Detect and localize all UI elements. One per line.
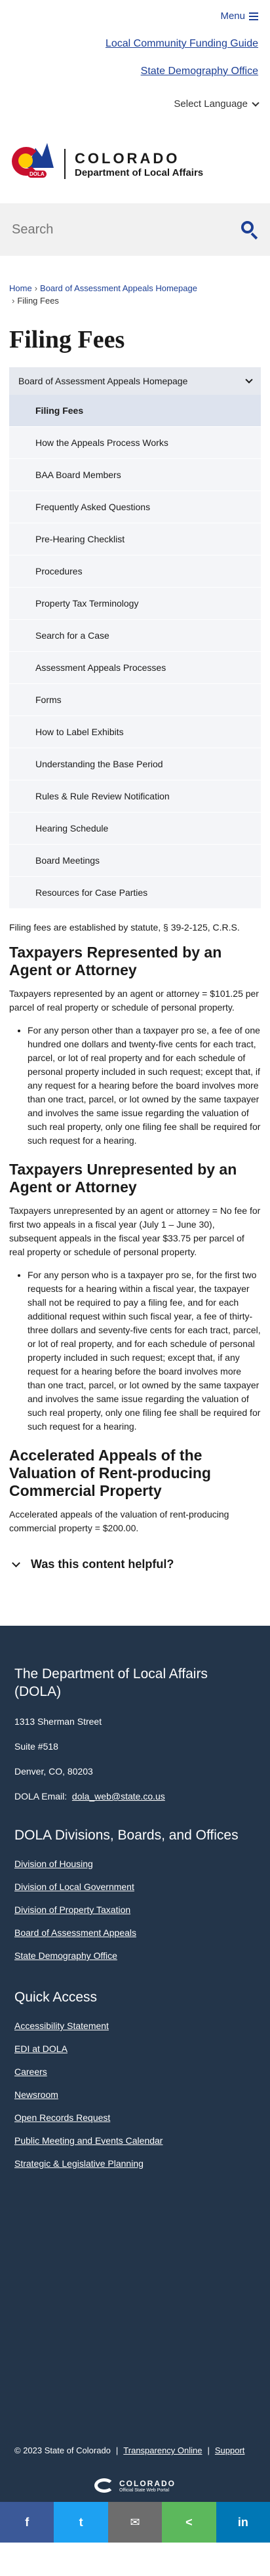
search-icon[interactable] (241, 221, 258, 238)
brand-department: Department of Local Affairs (75, 167, 204, 178)
page-title: Filing Fees (9, 326, 125, 353)
section-text: Taxpayers unrepresented by an agent or attorney = No fee for first two appeals in a fiscal year (July 1 – June 30), subsequent appeals in the fiscal year $33.75 per parcel of real property or schedule of personal property. (9, 1205, 261, 1257)
transparency-link[interactable]: Transparency Online (123, 2445, 202, 2455)
breadcrumb-current: Filing Fees (17, 296, 59, 306)
footer-link-accessibility[interactable]: Accessibility Statement (14, 2021, 109, 2031)
hamburger-icon (249, 12, 258, 20)
nav-item-pre-hearing-checklist[interactable]: Pre-Hearing Checklist (9, 523, 261, 555)
footer-link-edi[interactable]: EDI at DOLA (14, 2043, 68, 2054)
site-footer (0, 1626, 270, 2502)
intro-text: Filing fees are established by statute, § 39-2-125, C.R.S. (9, 922, 240, 933)
footer-link-open-records[interactable]: Open Records Request (14, 2112, 111, 2123)
support-link[interactable]: Support (214, 2445, 245, 2455)
section-text: Accelerated appeals of the valuation of rent-producing commercial property = $200.00. (9, 1509, 229, 1533)
list-item: • For any person who is a taxpayer pro se, for the first two requests for a hearing within a fiscal year, the taxpayer shall not be required to pay a filing fee, and for each additional request within such fiscal year, a fee of thirty-three dollars and seventy-five cents for each tract, parcel, or lot of real property, and for each schedule of personal property included in such request; except that, if any request for a hearing before the board involves more than one tract, parcel, or lot owned by the same taxpayer and involves the same issue regarding the valuation of such real property, only one filing fee shall be required for such request for a hearing. (28, 1268, 261, 1434)
nav-item-procedures[interactable]: Procedures (9, 555, 261, 588)
twitter-icon[interactable]: t (54, 2502, 107, 2543)
breadcrumb-separator: › (12, 296, 15, 306)
utility-bar (0, 0, 270, 131)
footer-quick-title: Quick Access (14, 1990, 98, 2005)
facebook-icon[interactable]: f (0, 2502, 54, 2543)
menu-label: Menu (220, 10, 245, 22)
search-input[interactable] (12, 222, 208, 237)
footer-tagline: Official State Web Portal (119, 2487, 169, 2493)
footer-colorado-logo[interactable] (0, 2478, 270, 2493)
nav-item-terminology[interactable]: Property Tax Terminology (9, 588, 261, 620)
nav-item-forms[interactable]: Forms (9, 684, 261, 716)
breadcrumb (0, 256, 270, 307)
section-heading: Accelerated Appeals of the Valuation of Rent-producing Commercial Property (9, 1447, 211, 1499)
chevron-down-icon (12, 1559, 20, 1567)
footer-link-assessment-appeals[interactable]: Board of Assessment Appeals (14, 1927, 136, 1938)
nav-item-search-case[interactable]: Search for a Case (9, 620, 261, 652)
footer-email-link[interactable]: dola_web@state.co.us (71, 1791, 165, 1801)
nav-item-hearing-schedule[interactable]: Hearing Schedule (9, 813, 261, 845)
logo-divider (64, 149, 66, 179)
list-item: • For any person other than a taxpayer pro se, a fee of one hundred one dollars and twenty-five cents for each tract, parcel, or lot of real property and for each schedule of personal property included in such request; except that, if any request for a hearing before the board involves more than one tract, parcel, or lot owned by the same taxpayer and involves the same issue regarding the valuation of such real property, only one filing fee shall be required for such request for a hearing. (28, 1024, 261, 1148)
breadcrumb-home[interactable]: Home (9, 283, 32, 293)
nav-item-resources[interactable]: Resources for Case Parties (9, 877, 261, 909)
footer-address-city: Denver, CO, 80203 (14, 1766, 93, 1777)
nav-item-appeals-process[interactable]: How the Appeals Process Works (9, 427, 261, 459)
section-heading: Taxpayers Unrepresented by an Agent or Attorney (9, 1161, 237, 1196)
nav-item-board-meetings[interactable]: Board Meetings (9, 845, 261, 877)
breadcrumb-separator: › (34, 283, 38, 293)
section-text: Taxpayers represented by an agent or attorney = $101.25 per parcel of real property or schedule of personal property. (9, 988, 259, 1013)
footer-brand: COLORADO (119, 2478, 176, 2488)
section-nav-toggle[interactable] (9, 367, 261, 395)
chevron-down-icon (245, 376, 252, 383)
legal-separator: | (207, 2445, 210, 2455)
colorado-logo-icon (12, 143, 55, 185)
feedback-toggle[interactable] (9, 1544, 261, 1584)
nav-item-board-members[interactable]: BAA Board Members (9, 459, 261, 491)
language-label: Select Language (174, 98, 248, 110)
nav-item-label-exhibits[interactable]: How to Label Exhibits (9, 716, 261, 748)
copyright: © 2023 State of Colorado (14, 2445, 111, 2455)
email-icon[interactable]: ✉ (108, 2502, 162, 2543)
footer-divisions-title: DOLA Divisions, Boards, and Offices (14, 1828, 239, 1843)
main-content (0, 909, 270, 1535)
colorado-c-icon (94, 2478, 114, 2493)
menu-button[interactable] (220, 10, 258, 22)
footer-link-planning[interactable]: Strategic & Legislative Planning (14, 2158, 144, 2169)
footer-link-newsroom[interactable]: Newsroom (14, 2089, 58, 2100)
share-icon[interactable]: < (162, 2502, 216, 2543)
nav-item-rules[interactable]: Rules & Rule Review Notification (9, 780, 261, 813)
chevron-down-icon (252, 99, 259, 106)
nav-item-filing-fees[interactable]: Filing Fees (9, 395, 261, 427)
site-logo[interactable] (0, 131, 270, 197)
search-bar (0, 203, 270, 256)
section-nav-heading: Board of Assessment Appeals Homepage (18, 376, 188, 386)
legal-separator: | (115, 2445, 119, 2455)
section-nav (9, 367, 261, 909)
community-funding-link[interactable]: Local Community Funding Guide (105, 38, 258, 49)
footer-link-careers[interactable]: Careers (14, 2066, 47, 2077)
nav-item-faq[interactable]: Frequently Asked Questions (9, 491, 261, 523)
state-demography-link[interactable]: State Demography Office (140, 66, 258, 77)
footer-org-title: The Department of Local Affairs (DOLA) (14, 1666, 208, 1699)
nav-item-base-period[interactable]: Understanding the Base Period (9, 748, 261, 780)
footer-link-calendar[interactable]: Public Meeting and Events Calendar (14, 2135, 163, 2146)
brand-state: COLORADO (75, 150, 180, 167)
linkedin-icon[interactable]: in (216, 2502, 270, 2543)
section-heading: Taxpayers Represented by an Agent or Attorney (9, 944, 222, 978)
share-bar (0, 2502, 270, 2543)
feedback-label: Was this content helpful? (31, 1557, 174, 1571)
footer-address-street: 1313 Sherman Street (14, 1716, 102, 1727)
footer-link-demography[interactable]: State Demography Office (14, 1950, 117, 1961)
footer-email-line (14, 1790, 256, 1803)
nav-item-appeals-processes[interactable]: Assessment Appeals Processes (9, 652, 261, 684)
breadcrumb-parent[interactable]: Board of Assessment Appeals Homepage (40, 283, 197, 293)
footer-email-label: DOLA Email: (14, 1791, 68, 1801)
footer-link-housing[interactable]: Division of Housing (14, 1859, 93, 1869)
footer-link-local-government[interactable]: Division of Local Government (14, 1882, 134, 1892)
dola-badge: DOLA (28, 171, 47, 178)
footer-link-property-taxation[interactable]: Division of Property Taxation (14, 1904, 131, 1915)
footer-address-suite: Suite #518 (14, 1741, 58, 1752)
language-select[interactable] (174, 98, 258, 110)
footer-legal (0, 2445, 270, 2455)
